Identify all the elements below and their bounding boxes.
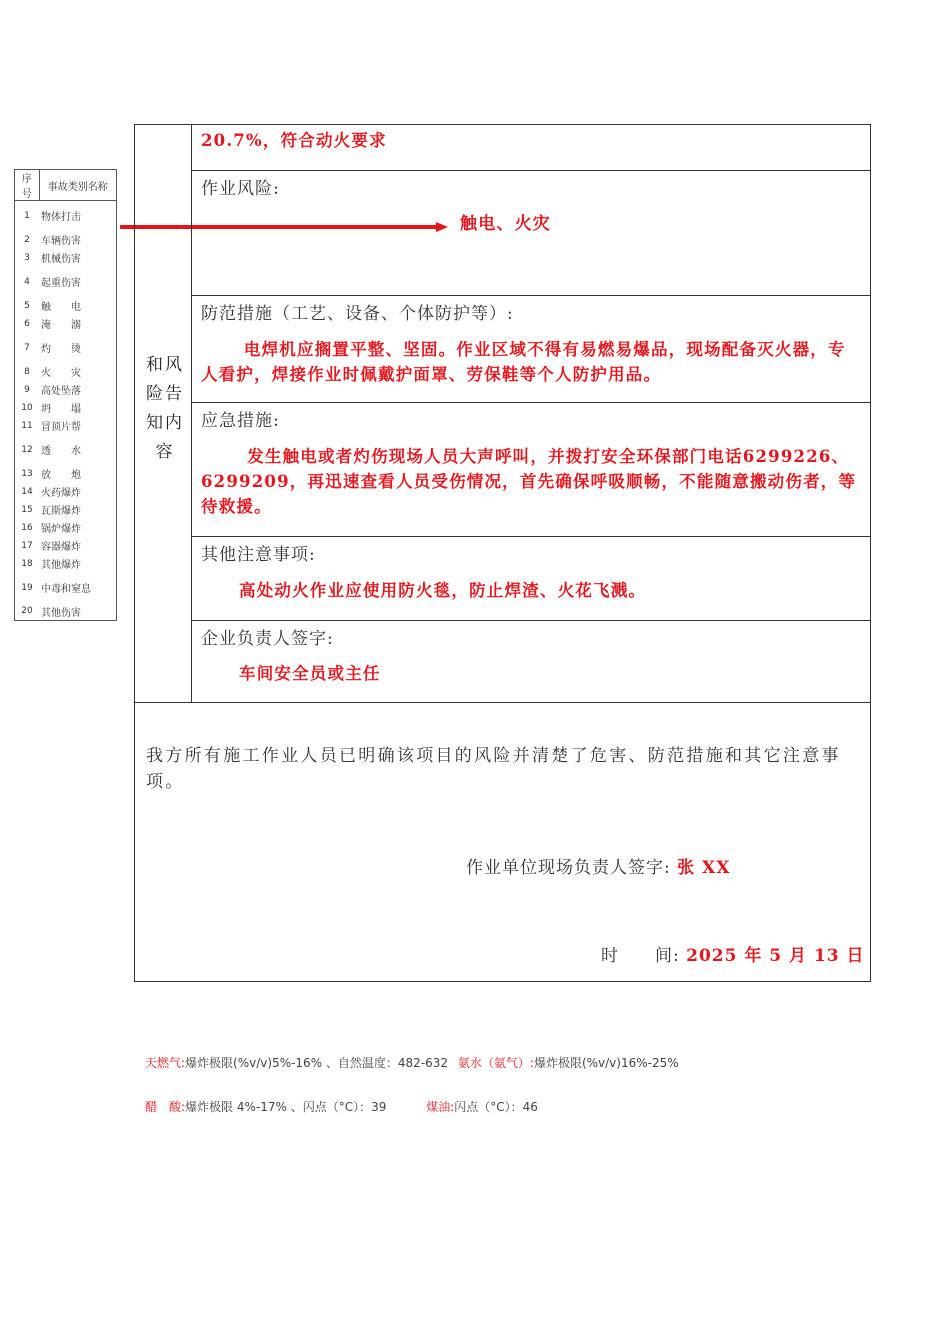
category-number: 15 xyxy=(15,501,40,519)
table-row xyxy=(15,417,117,435)
table-row xyxy=(15,465,117,483)
category-number: 6 xyxy=(15,315,40,333)
table-row xyxy=(15,501,117,519)
category-name: 物体打击 xyxy=(39,201,117,231)
category-number: 14 xyxy=(15,483,40,501)
note-name: 煤油: xyxy=(426,1100,455,1114)
category-name: 冒顶片帮 xyxy=(39,417,117,435)
category-name: 高处坠落 xyxy=(39,381,117,399)
category-number: 9 xyxy=(15,381,40,399)
table-row xyxy=(15,573,117,603)
left-label-column xyxy=(135,125,192,702)
category-name: 车辆伤害 xyxy=(39,231,117,249)
category-number: 11 xyxy=(15,417,40,435)
table-row xyxy=(15,537,117,555)
category-number: 2 xyxy=(15,231,40,249)
category-name: 机械伤害 xyxy=(39,249,117,267)
risk-label: 作业风险: xyxy=(201,179,280,199)
row-risk xyxy=(192,171,870,296)
category-name: 其他伤害 xyxy=(39,603,117,621)
emergency-value: 发生触电或者灼伤现场人员大声呼叫，并拨打安全环保部门电话6299226、6299209，再迅速查看人员受伤情况，首先确保呼吸顺畅，不能随意搬动伤者，等待救援。 xyxy=(201,447,857,516)
category-name: 坍 塌 xyxy=(39,399,117,417)
table-row xyxy=(15,381,117,399)
category-name: 其他爆炸 xyxy=(39,555,117,573)
note-text: 爆炸极限(%v/v)5%-16% 、自然温度：482-632 xyxy=(185,1056,449,1070)
table-row xyxy=(15,297,117,315)
category-number: 13 xyxy=(15,465,40,483)
category-name: 透 水 xyxy=(39,435,117,465)
category-name: 放 炮 xyxy=(39,465,117,483)
time-label: 时 间: xyxy=(601,946,680,966)
table-row xyxy=(15,201,117,231)
leader-value: 车间安全员或主任 xyxy=(239,664,381,683)
header-num: 序号 xyxy=(15,170,40,201)
table-row xyxy=(15,315,117,333)
category-name: 中毒和窒息 xyxy=(39,573,117,603)
category-name: 容器爆炸 xyxy=(39,537,117,555)
category-name: 淹 溺 xyxy=(39,315,117,333)
top-red-text: 20.7%，符合动火要求 xyxy=(201,131,387,150)
risk-notice-form xyxy=(134,124,871,982)
category-number: 7 xyxy=(15,333,40,363)
table-row xyxy=(15,519,117,537)
accident-category-table xyxy=(14,169,117,621)
category-number: 18 xyxy=(15,555,40,573)
category-number: 20 xyxy=(15,603,40,621)
table-row xyxy=(15,249,117,267)
note-line-1 xyxy=(145,1054,679,1071)
header-name: 事故类别名称 xyxy=(39,170,117,201)
category-name: 起重伤害 xyxy=(39,267,117,297)
row-top-continuation xyxy=(192,125,870,171)
acknowledgement-section xyxy=(135,702,870,983)
category-number: 8 xyxy=(15,363,40,381)
left-column-label: 和风险告知内容 xyxy=(146,355,184,462)
table-row xyxy=(15,231,117,249)
time-line xyxy=(601,941,865,966)
category-number: 16 xyxy=(15,519,40,537)
category-number: 3 xyxy=(15,249,40,267)
other-label: 其他注意事项: xyxy=(201,545,316,565)
note-line-2 xyxy=(145,1098,538,1115)
site-sign-value: 张 XX xyxy=(677,858,731,878)
category-number: 10 xyxy=(15,399,40,417)
site-sign-label: 作业单位现场负责人签字: xyxy=(466,858,671,878)
category-name: 火药爆炸 xyxy=(39,483,117,501)
other-value: 高处动火作业应使用防火毯，防止焊渣、火花飞溅。 xyxy=(239,581,647,600)
row-leader-sign xyxy=(192,621,870,702)
category-name: 瓦斯爆炸 xyxy=(39,501,117,519)
table-row xyxy=(15,483,117,501)
note-text: 闪点（°C）：46 xyxy=(454,1100,538,1114)
measures-value: 电焊机应搁置平整、坚固。作业区域不得有易燃易爆品，现场配备灭火器，专人看护，焊接作业时佩戴护面罩、劳保鞋等个人防护用品。 xyxy=(201,340,846,384)
category-number: 5 xyxy=(15,297,40,315)
note-name: 氨水（氨气）: xyxy=(457,1056,534,1070)
category-number: 12 xyxy=(15,435,40,465)
category-name: 灼 烫 xyxy=(39,333,117,363)
category-number: 19 xyxy=(15,573,40,603)
note-text: 爆炸极限 4%-17% 、闪点（°C）：39 xyxy=(185,1100,387,1114)
table-row xyxy=(15,363,117,381)
acknowledgement-text: 我方所有施工作业人员已明确该项目的风险并清楚了危害、防范措施和其它注意事项。 xyxy=(146,746,841,792)
table-row xyxy=(15,555,117,573)
category-name: 锅炉爆炸 xyxy=(39,519,117,537)
table-row xyxy=(15,399,117,417)
category-number: 1 xyxy=(15,201,40,231)
site-sign-line xyxy=(466,853,730,878)
note-name: 天燃气: xyxy=(145,1056,186,1070)
note-text: 爆炸极限(%v/v)16%-25% xyxy=(533,1056,679,1070)
table-row xyxy=(15,333,117,363)
table-row xyxy=(15,603,117,621)
time-value: 2025 年 5 月 13 日 xyxy=(686,946,865,966)
emergency-label: 应急措施: xyxy=(201,411,280,431)
row-other xyxy=(192,537,870,621)
category-number: 4 xyxy=(15,267,40,297)
measures-label: 防范措施（工艺、设备、个体防护等）: xyxy=(201,304,514,324)
table-row xyxy=(15,435,117,465)
risk-value: 触电、火灾 xyxy=(460,214,551,234)
category-name: 火 灾 xyxy=(39,363,117,381)
table-row xyxy=(15,267,117,297)
leader-label: 企业负责人签字: xyxy=(201,629,334,649)
category-name: 触 电 xyxy=(39,297,117,315)
note-name: 醋 酸: xyxy=(145,1100,186,1114)
row-measures xyxy=(192,296,870,403)
category-number: 17 xyxy=(15,537,40,555)
row-emergency xyxy=(192,403,870,537)
